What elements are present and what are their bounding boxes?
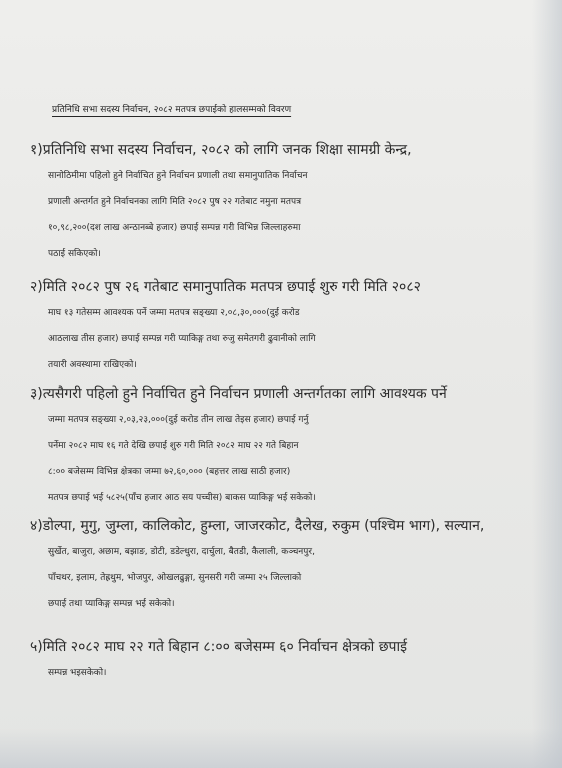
list-item-2 bbox=[30, 274, 540, 378]
document-title: प्रतिनिधि सभा सदस्य निर्वाचन, २०८२ मतपत्र छपाईको हालसम्मको विवरण bbox=[52, 105, 292, 115]
list-item-number: २) bbox=[30, 279, 43, 295]
list-item-line: १०,९८,२००(दश लाख अन्ठानब्बे हजार) छपाई सम्पन्न गरी विभिन्न जिल्लाहरुमा bbox=[48, 223, 301, 233]
list-item-line: २)मिति २०८२ पुष २६ गतेबाट समानुपातिक मतपत्र छपाई शुरु गरी मिति २०८२ bbox=[30, 279, 421, 295]
list-item-line: ८:०० बजेसम्म विभिन्न क्षेत्रका जम्मा ७२,६०,००० (बहत्तर लाख साठी हजार) bbox=[48, 467, 291, 477]
list-item-5 bbox=[30, 634, 540, 686]
list-item-number: ५) bbox=[30, 639, 43, 655]
list-item-line: माघ १३ गतेसम्म आवश्यक पर्ने जम्मा मतपत्र सङ्ख्या २,०८,३०,०००(दुई करोड bbox=[48, 308, 300, 318]
list-item-line: ३)त्यसैगरी पहिलो हुने निर्वाचित हुने निर्वाचन प्रणाली अन्तर्गतका लागि आवश्यक पर्ने bbox=[30, 386, 447, 402]
list-item-line: आठलाख तीस हजार) छपाई सम्पन्न गरी प्याकिङ्ग तथा रुजु समेतगरी ढुवानीको लागि bbox=[48, 334, 316, 344]
list-item-line: जम्मा मतपत्र सङ्ख्या २,०३,२३,०००(दुई करोड तीन लाख तेइस हजार) छपाई गर्नु bbox=[48, 415, 309, 425]
list-item-line: पर्नेमा २०८२ माघ १६ गते देखि छपाई शुरु गरी मिति २०८२ माघ २२ गते बिहान bbox=[48, 441, 299, 451]
list-item-3 bbox=[30, 381, 540, 511]
list-item-line: सुर्खेत, बाजुरा, अछाम, बझाङ, डोटी, डडेल्धुरा, दार्चुला, बैतडी, कैलाली, कञ्चनपुर, bbox=[48, 547, 315, 557]
list-item-1 bbox=[30, 137, 540, 267]
list-item-line: ५)मिति २०८२ माघ २२ गते बिहान ८:०० बजेसम्म ६० निर्वाचन क्षेत्रको छपाई bbox=[30, 639, 407, 655]
list-item-line: पाँचथर, इलाम, तेह्रथुम, भोजपुर, ओखलढुङ्गा, सुनसरी गरी जम्मा २५ जिल्लाको bbox=[48, 573, 302, 583]
list-item-line: ४)डोल्पा, मुगु, जुम्ला, कालिकोट, हुम्ला, जाजरकोट, दैलेख, रुकुम (पश्चिम भाग), सल्यान, bbox=[30, 518, 485, 534]
list-item-4 bbox=[30, 513, 540, 617]
list-item-number: १) bbox=[30, 142, 43, 158]
list-item-line: सानोठिमीमा पहिलो हुने निर्वाचित हुने निर्वाचन प्रणाली तथा समानुपातिक निर्वाचन bbox=[48, 171, 308, 181]
list-item-line: सम्पन्न भइसकेको। bbox=[48, 668, 107, 678]
list-item-number: ४) bbox=[30, 518, 43, 534]
list-item-line: मतपत्र छपाई भई ५८२५(पाँच हजार आठ सय पच्चीस) बाकस प्याकिङ्ग भई सकेको। bbox=[48, 493, 316, 503]
list-item-line: पठाई सकिएको। bbox=[48, 249, 101, 259]
list-item-number: ३) bbox=[30, 386, 43, 402]
list-item-line: तयारी अवस्थामा राखिएको। bbox=[48, 360, 137, 370]
list-item-line: प्रणाली अन्तर्गत हुने निर्वाचनका लागि मिति २०८२ पुष २२ गतेबाट नमुना मतपत्र bbox=[48, 197, 302, 207]
list-item-line: छपाई तथा प्याकिङ्ग सम्पन्न भई सकेको। bbox=[48, 599, 175, 609]
list-item-line: १)प्रतिनिधि सभा सदस्य निर्वाचन, २०८२ को लागि जनक शिक्षा सामग्री केन्द्र, bbox=[30, 142, 412, 158]
page-bottom-shadow bbox=[0, 728, 562, 768]
